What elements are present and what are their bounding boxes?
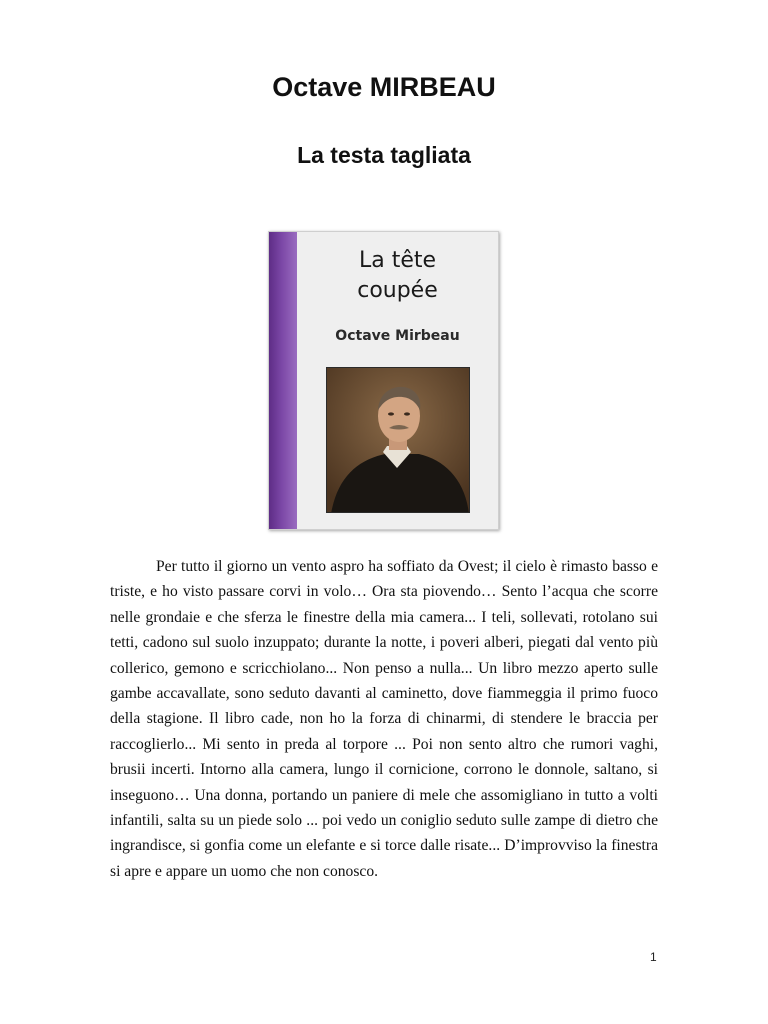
cover-author: Octave Mirbeau xyxy=(335,328,460,344)
cover-spine xyxy=(269,232,297,529)
page-number: 1 xyxy=(650,950,657,964)
body-paragraph: Per tutto il giorno un vento aspro ha soffiato da Ovest; il cielo è rimasto basso e triste, e ho visto passare corvi in volo… Ora sta piovendo… Sento l’acqua che scorre nelle grondaie e che sferza le finestre della mia camera... I teli, sollevati, rotolano sui tetti, cadono sul suolo inzuppato; durante la notte, i poveri alberi, piegati dal vento più collerico, gemono e scricchiolano... Non penso a nulla... Un libro mezzo aperto sulle gambe accavallate, sono seduto davanti al caminetto, dove fiammeggia il primo fuoco della stagione. Il libro cade, non ho la forza di chinarmi, di stendere le braccia per raccoglierlo... Mi sento in preda al torpore ... Poi non sento altro che rumori vaghi, brusii incerti. Intorno alla camera, lungo il cornicione, corrono le donnole, saltano, si inseguono… Una donna, portando un paniere di mele che assomigliano in tutto a volti infantili, salta su un piede solo ... poi vedo un coniglio seduto sulle zampe di dietro che ingrandisce, si gonfia come un elefante e si torce dalle risate... D’improvviso la finestra si apre e appare un uomo che non conosco. xyxy=(110,558,658,880)
book-cover-image xyxy=(268,231,499,530)
cover-title xyxy=(297,246,498,306)
cover-title-line1: La tête xyxy=(358,248,437,273)
document-author: Octave MIRBEAU xyxy=(272,72,496,102)
document-title: La testa tagliata xyxy=(297,142,471,168)
portrait-illustration xyxy=(327,368,470,513)
author-portrait xyxy=(326,367,470,513)
cover-title-line2: coupée xyxy=(357,278,438,303)
